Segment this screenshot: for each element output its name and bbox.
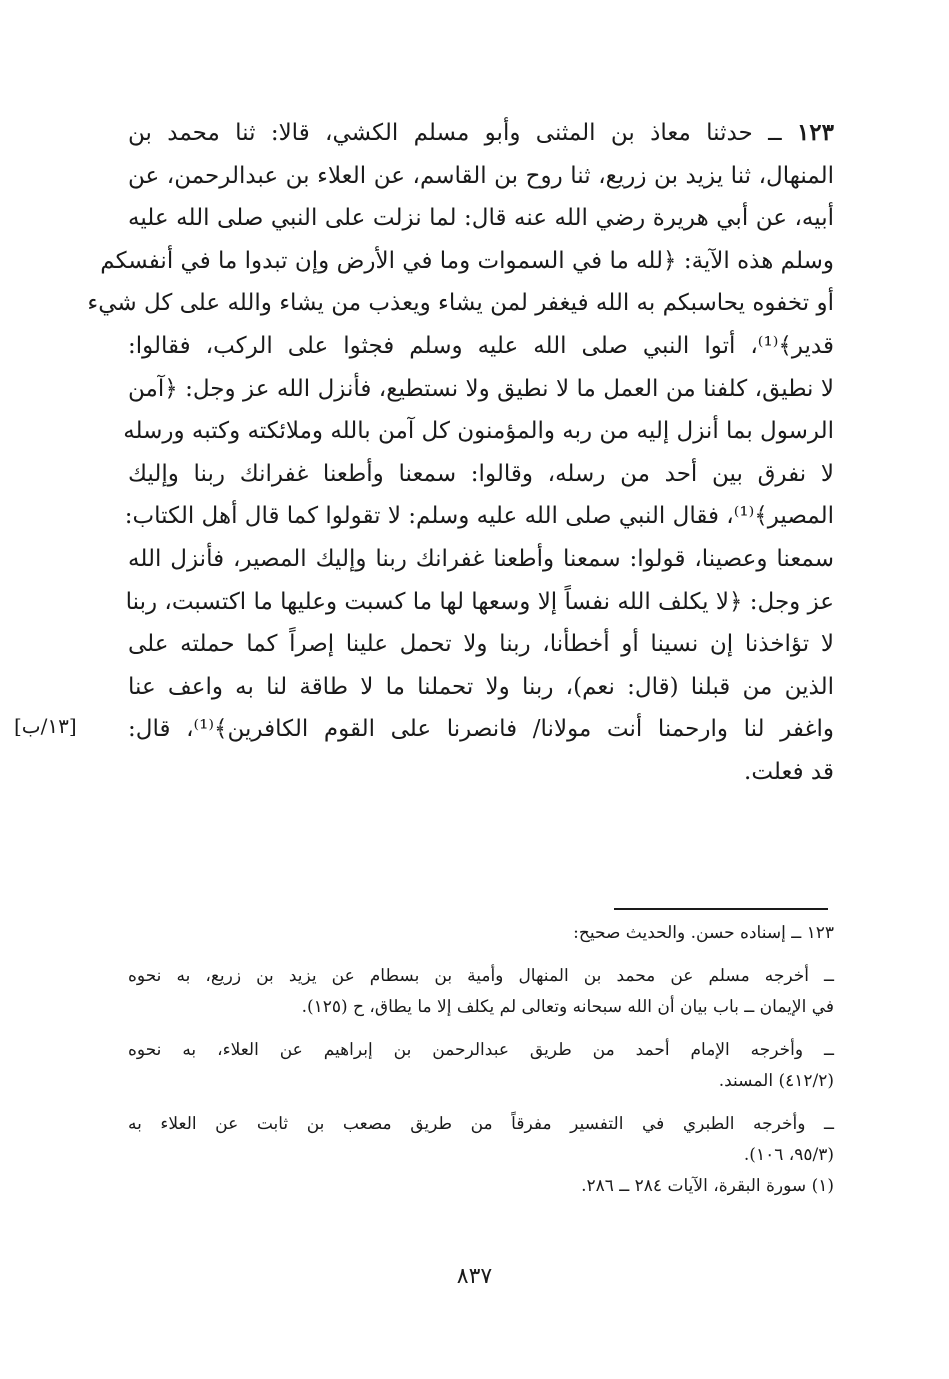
- footnote-quran-reference: (١) سورة البقرة، الآيات ٢٨٤ ــ ٢٨٦.: [581, 1176, 834, 1196]
- hadith-line: عز وجل: ﴿لا يكلف الله نفساً إلا وسعها لها ما كسبت وعليها ما اكتسبت، ربنا: [125, 588, 834, 615]
- hadith-line: لا نطيق، كلفنا من العمل ما لا نطيق ولا نستطيع، فأنزل الله عز وجل: ﴿آمن: [128, 375, 834, 402]
- page-number: ٨٣٧: [456, 1264, 493, 1289]
- hadith-line: لا نفرق بين أحد من رسله، وقالوا: سمعنا وأطعنا غفرانك ربنا وإليك: [128, 460, 834, 487]
- footnote-entry-line: ــ وأخرجه الإمام أحمد من طريق عبدالرحمن بن إبراهيم عن العلاء، به نحوه: [128, 1040, 834, 1060]
- footnotes: [128, 918, 834, 1202]
- manuscript-folio-marker: [١٣/ب]: [14, 714, 77, 738]
- hadith-line: واغفر لنا وارحمنا أنت مولانا/ فانصرنا على القوم الكافرين﴾⁽¹⁾، قال:: [128, 716, 834, 743]
- hadith-line: سمعنا وعصينا، قولوا: سمعنا وأطعنا غفرانك ربنا وإليك المصير، فأنزل الله: [128, 545, 834, 572]
- hadith-line: ١٢٣ ــ حدثنا معاذ بن المثنى وأبو مسلم الكشي، قالا: ثنا محمد بن: [128, 119, 834, 146]
- hadith-line: أو تخفوه يحاسبكم به الله فيغفر لمن يشاء ويعذب من يشاء والله على كل شيء: [87, 290, 834, 317]
- hadith-line: قدير﴾⁽¹⁾، أتوا النبي صلى الله عليه وسلم فجثوا على الركب، فقالوا:: [128, 332, 834, 359]
- footnote-divider: [614, 908, 828, 910]
- hadith-line: المصير﴾⁽¹⁾، فقال النبي صلى الله عليه وسلم: لا تقولوا كما قال أهل الكتاب:: [124, 503, 834, 530]
- hadith-number: ١٢٣: [796, 119, 834, 146]
- footnote-entry-line: (٤١٢/٢) المسند.: [718, 1071, 834, 1091]
- hadith-line: الذين من قبلنا (قال: نعم)، ربنا ولا تحملنا ما لا طاقة لنا به واعف عنا: [128, 673, 834, 700]
- hadith-line: وسلم هذه الآية: ﴿لله ما في السموات وما في الأرض وإن تبدوا ما في أنفسكم: [100, 247, 834, 274]
- hadith-line: لا تؤاخذنا إن نسينا أو أخطأنا، ربنا ولا تحمل علينا إصراً كما حملته على: [128, 631, 834, 658]
- hadith-line: قد فعلت.: [744, 758, 834, 785]
- footnote-entry-line: ــ أخرجه مسلم عن محمد بن المنهال وأمية بن بسطام عن يزيد بن زريع، به نحوه: [128, 966, 834, 986]
- hadith-text: [87, 112, 834, 794]
- footnote-entry-line: في الإيمان ــ باب بيان أن الله سبحانه وتعالى لم يكلف إلا ما يطاق، ح (١٢٥).: [301, 997, 834, 1017]
- footnote-entry-line: ــ وأخرجه الطبري في التفسير مفرقاً من طريق مصعب بن ثابت عن العلاء به: [128, 1114, 834, 1134]
- footnote-heading: ١٢٣ ــ إسناده حسن. والحديث صحيح:: [573, 923, 834, 943]
- hadith-line: أبيه، عن أبي هريرة رضي الله عنه قال: لما نزلت على النبي صلى الله عليه: [128, 205, 834, 232]
- hadith-line: الرسول بما أنزل إليه من ربه والمؤمنون كل آمن بالله وملائكته وكتبه ورسله: [123, 418, 834, 445]
- hadith-line: المنهال، ثنا يزيد بن زريع، ثنا روح بن القاسم، عن العلاء بن عبدالرحمن، عن: [128, 162, 834, 189]
- footnote-entry-line: (٩٥/٣، ١٠٦).: [743, 1145, 834, 1165]
